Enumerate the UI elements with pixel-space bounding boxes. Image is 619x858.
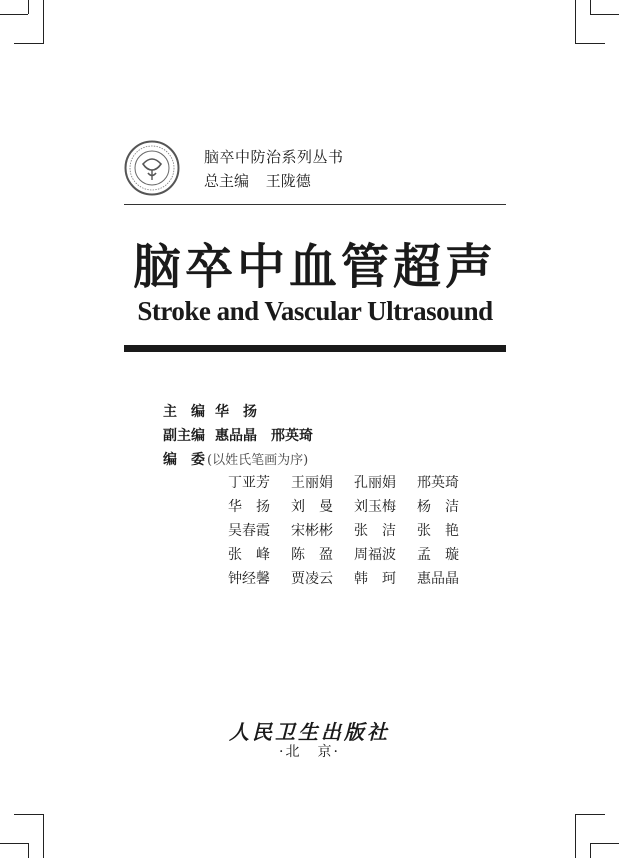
editor-name: 华 扬 — [215, 404, 257, 420]
committee-credit — [163, 449, 308, 469]
chief-editor-name: 王陇德 — [265, 172, 311, 190]
member-name: 刘玉梅 — [354, 499, 396, 515]
committee-note: (以姓氏笔画为序) — [207, 453, 309, 468]
member-name: 孔丽娟 — [354, 475, 396, 491]
editor-credit — [163, 401, 257, 421]
member-name: 周福波 — [354, 547, 396, 563]
member-name: 孟 璇 — [417, 547, 459, 563]
member-name: 刘 曼 — [291, 499, 333, 515]
member-name: 王丽娟 — [291, 475, 333, 491]
member-name: 张 洁 — [354, 523, 396, 539]
member-row — [228, 471, 480, 495]
member-name: 陈 盈 — [291, 547, 333, 563]
crop-mark — [575, 814, 605, 815]
associate-editor-credit — [163, 425, 313, 445]
crop-mark — [590, 0, 591, 14]
member-name: 张 峰 — [228, 547, 270, 563]
member-row — [228, 519, 480, 543]
crop-mark — [0, 14, 28, 15]
editor-label: 主 编 — [163, 404, 205, 420]
member-name: 宋彬彬 — [291, 523, 333, 539]
crop-mark — [43, 814, 44, 858]
crop-mark — [575, 43, 605, 44]
member-name: 贾凌云 — [291, 571, 333, 587]
publisher-city: ·北 京· — [279, 744, 340, 760]
crop-mark — [590, 843, 591, 858]
member-name: 华 扬 — [228, 499, 270, 515]
header-divider — [124, 204, 506, 205]
chief-editor — [204, 170, 311, 191]
crop-mark — [0, 843, 28, 844]
crop-mark — [14, 814, 44, 815]
associate-editor-names: 惠品晶 邢英琦 — [215, 428, 313, 444]
member-name: 杨 洁 — [417, 499, 459, 515]
book-title-chinese: 脑卒中血管超声 — [132, 239, 497, 295]
member-name: 钟经馨 — [228, 571, 270, 587]
crop-mark — [575, 0, 576, 44]
member-row — [228, 543, 480, 567]
crop-mark — [43, 0, 44, 44]
committee-members — [228, 471, 480, 591]
committee-label: 编 委 — [163, 452, 205, 468]
member-row — [228, 495, 480, 519]
member-name: 惠品晶 — [417, 571, 459, 587]
chief-editor-label: 总主编 — [204, 172, 250, 190]
member-name: 韩 珂 — [354, 571, 396, 587]
member-name: 张 艳 — [417, 523, 459, 539]
crop-mark — [28, 843, 29, 858]
member-name: 邢英琦 — [417, 475, 459, 491]
crop-mark — [14, 43, 44, 44]
crop-mark — [590, 843, 619, 844]
member-name: 吴春霞 — [228, 523, 270, 539]
crop-mark — [575, 814, 576, 858]
book-title-english: Stroke and Vascular Ultrasound — [137, 296, 493, 326]
title-divider — [124, 345, 506, 352]
association-seal-logo — [124, 140, 180, 196]
associate-editor-label: 副主编 — [163, 428, 205, 444]
crop-mark — [590, 14, 619, 15]
member-name: 丁亚芳 — [228, 475, 270, 491]
publisher-name: 人民卫生出版社 — [229, 720, 390, 744]
series-title: 脑卒中防治系列丛书 — [204, 148, 344, 166]
crop-mark — [28, 0, 29, 14]
member-row — [228, 567, 480, 591]
